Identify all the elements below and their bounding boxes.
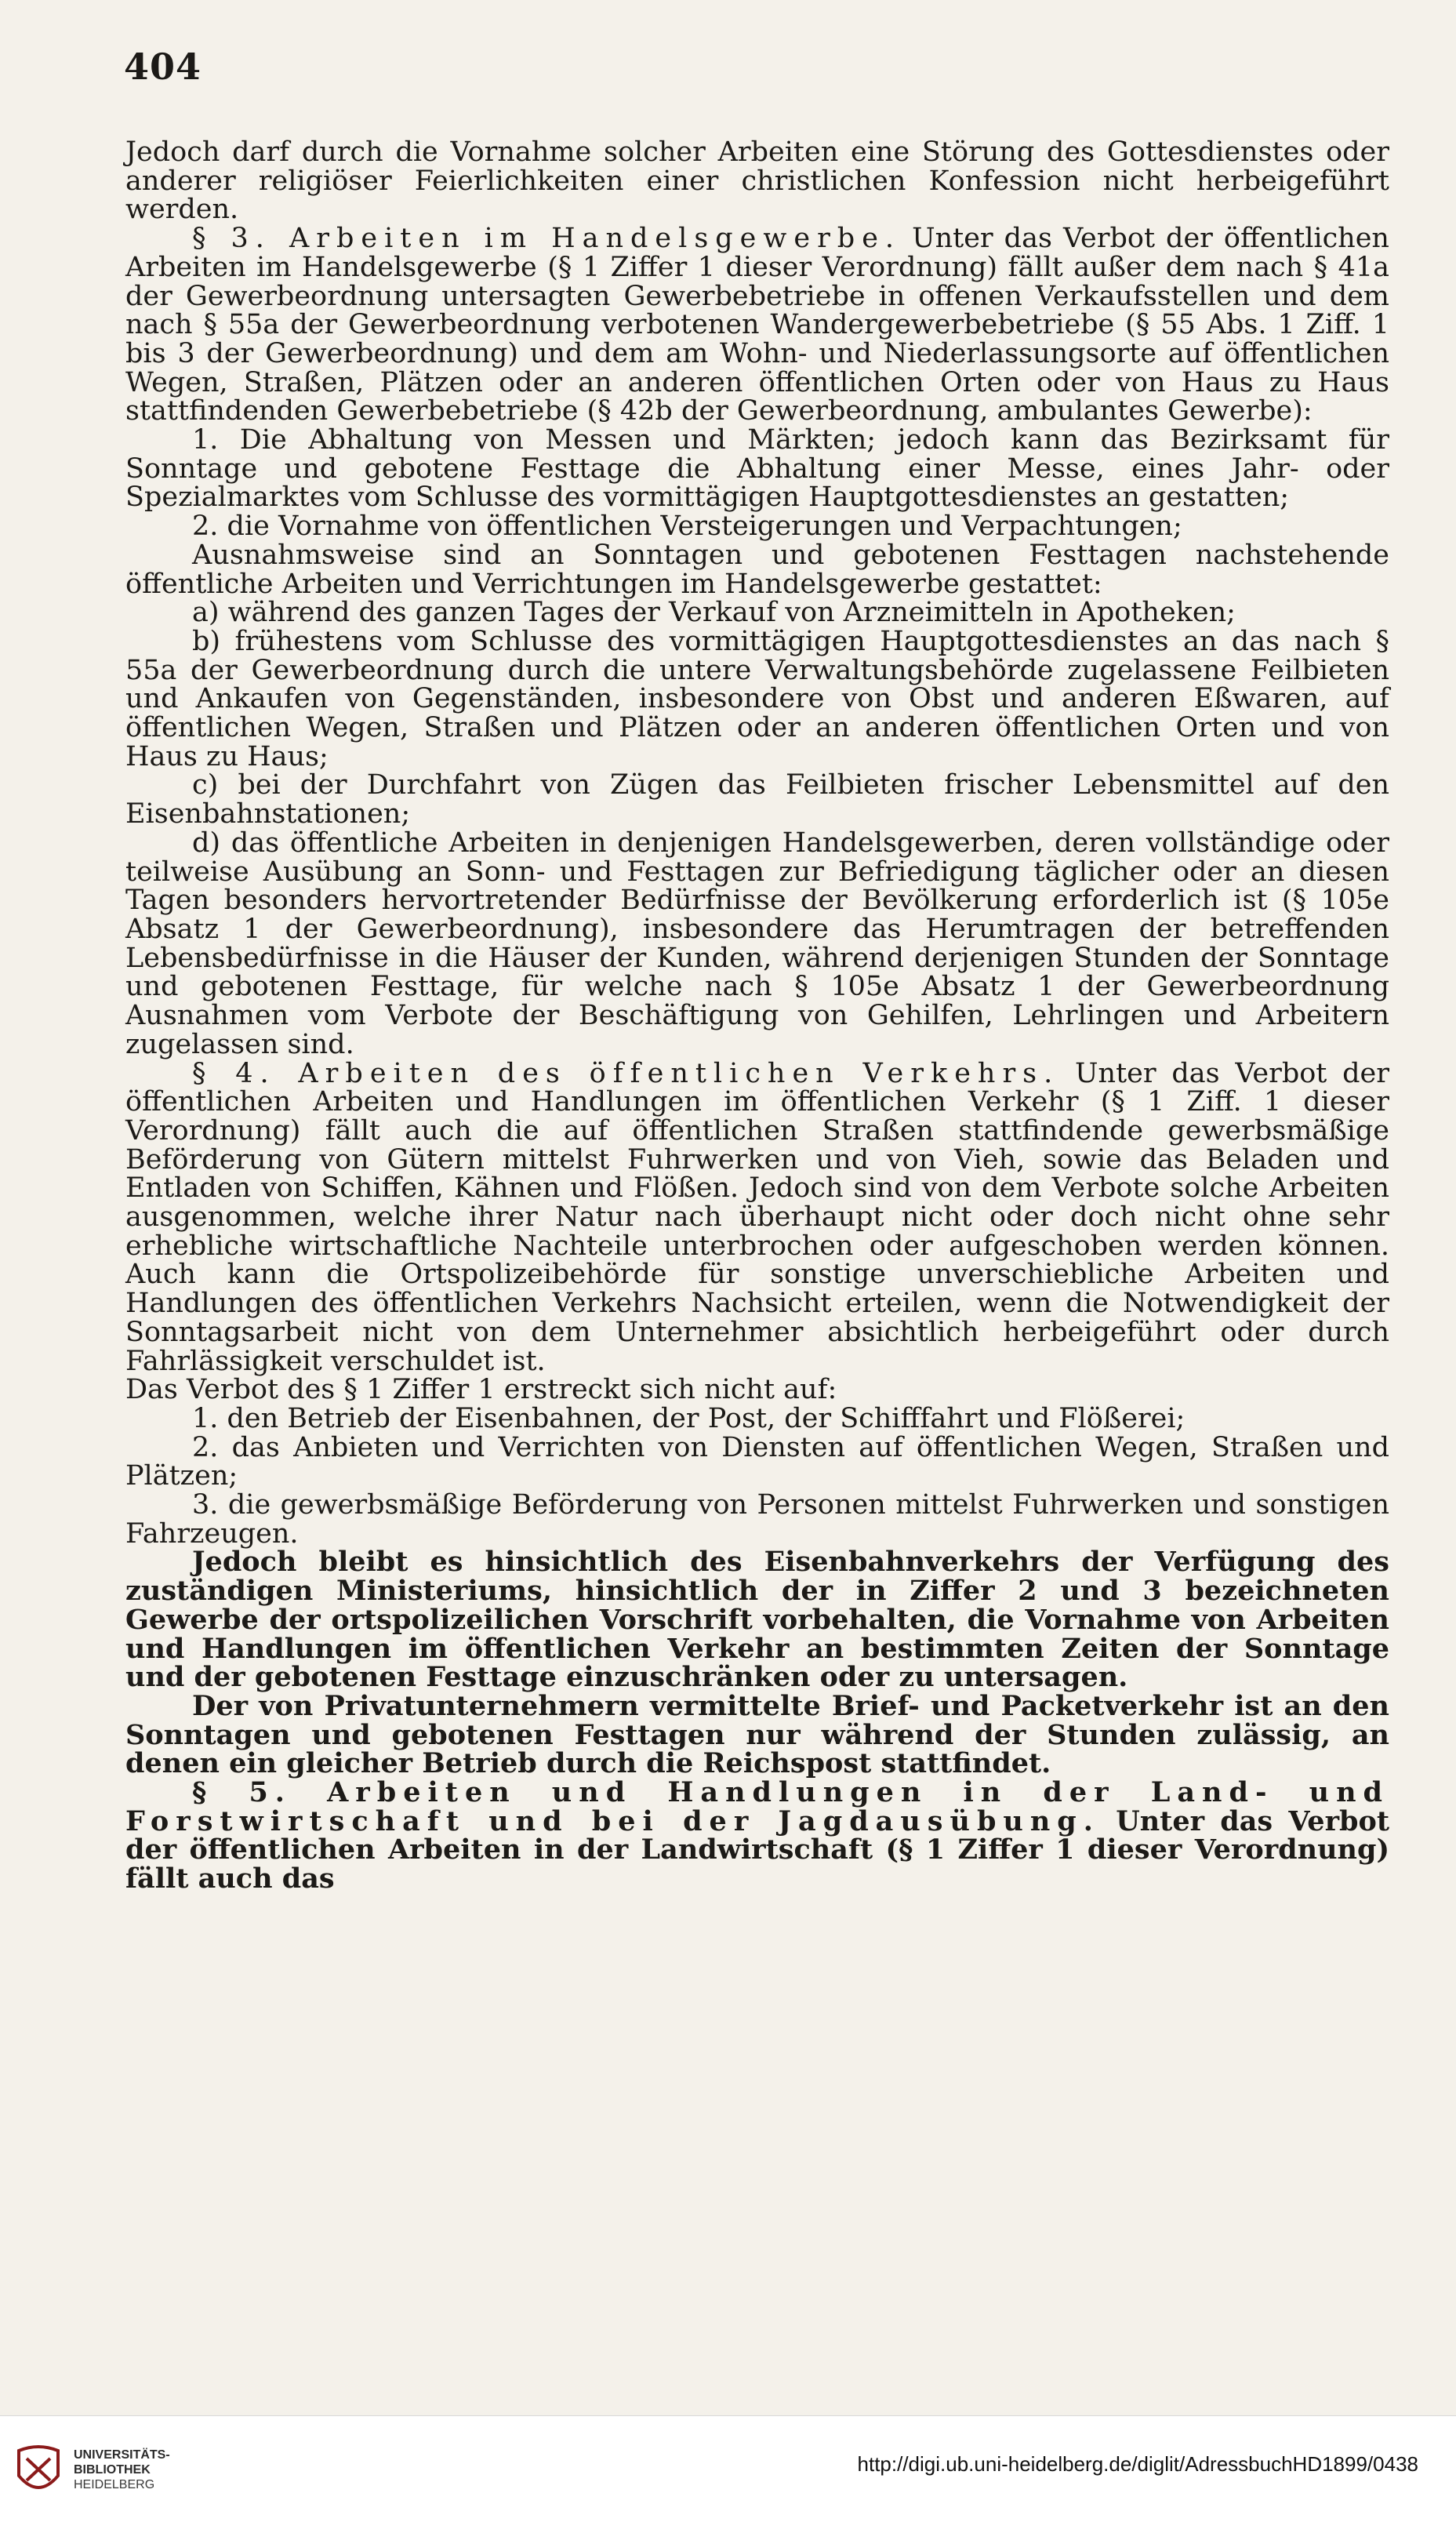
section-heading: § 4. Arbeiten des öffentlichen Verkehrs. [192, 1057, 1060, 1089]
paragraph-text: c) bei der Durchfahrt von Zügen das Feilbieten frischer Lebensmittel auf den Eisenbahnstationen; [125, 769, 1389, 830]
library-line: UNIVERSITÄTS- [74, 2448, 170, 2462]
list-item [125, 426, 1389, 512]
paragraph [125, 1548, 1389, 1692]
paragraph-text: 3. die gewerbsmäßige Beförderung von Personen mittelst Fuhrwerken und sonstigen Fahrzeugen. [125, 1489, 1389, 1550]
library-line: BIBLIOTHEK [74, 2462, 151, 2477]
paragraph-text: 2. die Vornahme von öffentlichen Versteigerungen und Verpachtungen; [192, 511, 1182, 543]
list-item [125, 598, 1389, 627]
paragraph-text: b) frühestens vom Schlusse des vormittägigen Hauptgottesdienstes an das nach § 55a der Gewerbeordnung durch die untere Verwaltungsbehörde zugelassene Feilbieten und Ankaufen von Gegenständen, insbesondere von Obst und anderen Eßwaren, auf öffentlichen Wegen, Straßen und Plätzen oder an anderen öffentlichen Orten und von Haus zu Haus; [125, 625, 1389, 772]
section-paragraph [125, 1059, 1389, 1376]
paragraph-text: 2. das Anbieten und Verrichten von Diensten auf öffentlichen Wegen, Straßen und Plätzen; [125, 1431, 1389, 1492]
paragraph-text: Ausnahmsweise sind an Sonntagen und gebotenen Festtagen nachstehende öffentliche Arbeiten und Verrichtungen im Handelsgewerbe gestattet: [125, 539, 1389, 600]
section-heading: § 3. Arbeiten im Handelsgewerbe. [192, 223, 902, 255]
paragraph-text: 1. Die Abhaltung von Messen und Märkten; jedoch kann das Bezirksamt für Sonntage und gebotene Festtage die Abhaltung einer Messe, eines Jahr- oder Spezialmarktes vom Schlusse des vormittägigen Hauptgottesdienstes an gestatten; [125, 424, 1389, 514]
paragraph-text: Der von Privatunternehmern vermittelte Brief- und Packetverkehr ist an den Sonntagen und gebotenen Festtagen nur während der Stunden zulässig, an denen ein gleicher Betrieb durch die Reichspost stattfindet. [125, 1689, 1389, 1780]
paragraph [125, 138, 1389, 224]
paragraph-text: Jedoch darf durch die Vornahme solcher Arbeiten eine Störung des Gottesdienstes oder anderer religiöser Feierlichkeiten einer christlichen Konfession nicht herbeigeführt werden. [125, 136, 1389, 226]
list-item [125, 1402, 1389, 1434]
paragraph-text: Das Verbot des § 1 Ziffer 1 erstreckt sich nicht auf: [125, 1374, 837, 1406]
library-seal-icon [16, 2444, 61, 2495]
section-paragraph [125, 1776, 1389, 1895]
paragraph [125, 541, 1389, 598]
library-line: HEIDELBERG [74, 2477, 155, 2491]
paragraph [125, 1376, 1389, 1405]
section-paragraph [125, 224, 1389, 426]
source-url-link[interactable]: http://digi.ub.uni-heidelberg.de/diglit/AdressbuchHD1899/0438 [857, 2452, 1418, 2476]
paragraph-text: Unter das Verbot der öffentlichen Arbeiten im Handelsgewerbe (§ 1 Ziffer 1 dieser Verordnung) fällt außer dem nach § 41a der Gewerbeordnung untersagten Gewerbebetriebe in offenen Verkaufsstellen und dem nach § 55a der Gewerbeordnung verbotenen Wandergewerbebetriebe (§ 55 Abs. 1 Ziff. 1 bis 3 der Gewerbeordnung) und dem am Wohn- und Niederlassungsorte auf öffentlichen Wegen, Straßen, Plätzen oder an anderen öffentlichen Orten oder von Haus zu Haus stattfindenden Gewerbebetriebe (§ 42b der Gewerbeordnung, ambulantes Gewerbe): [125, 223, 1389, 427]
paragraph-text: 1. den Betrieb der Eisenbahnen, der Post, der Schifffahrt und Flößerei; [192, 1402, 1185, 1434]
paragraph-text: Unter das Verbot der öffentlichen Arbeiten in der Landwirtschaft (§ 1 Ziffer 1 dieser Verordnung) fällt auch das [125, 1804, 1389, 1895]
paragraph-text: Jedoch bleibt es hinsichtlich des Eisenbahnverkehrs der Verfügung des zuständigen Ministeriums, hinsichtlich der in Ziffer 2 und 3 bezeichneten Gewerbe der ortspolizeilichen Vorschrift vorbehalten, die Vornahme von Arbeiten und Handlungen im öffentlichen Verkehr an bestimmten Zeiten der Sonntage und der gebotenen Festtage einzuschränken oder zu untersagen. [125, 1546, 1389, 1694]
paragraph [125, 1689, 1389, 1780]
library-logo[interactable] [16, 2444, 170, 2495]
list-item [125, 512, 1389, 541]
paragraph-text: d) das öffentliche Arbeiten in denjenigen Handelsgewerben, deren vollständige oder teilweise Ausübung an Sonn- und Festtagen zur Befriedigung täglicher oder an diesen Tagen besonders hervortretender Bedürfnisse der Bevölkerung erforderlich ist (§ 105e Absatz 1 der Gewerbeordnung), insbesondere das Herumtragen der betreffenden Lebensbedürfnisse in die Häuser der Kunden, während derjenigen Stunden der Sonntage und gebotenen Festtage, für welche nach § 105e Absatz 1 der Gewerbeordnung Ausnahmen vom Verbote der Beschäftigung von Gehilfen, Lehrlingen und Arbeitern zugelassen sind. [125, 827, 1389, 1060]
paragraph-text: Unter das Verbot der öffentlichen Arbeiten und Handlungen im öffentlichen Verkehr (§ 1 Ziff. 1 dieser Verordnung) fällt auch die auf öffentlichen Straßen stattfindende gewerbsmäßige Beförderung von Gütern mittelst Fuhrwerken und von Vieh, sowie das Beladen und Entladen von Schiffen, Kähnen und Flößen. Jedoch sind von dem Verbote solche Arbeiten ausgenommen, welche ihrer Natur nach überhaupt nicht oder doch nicht ohne sehr erhebliche wirtschaftliche Nachteile unterbrochen oder aufgeschoben werden können. Auch kann die Ortspolizeibehörde für sonstige unverschiebliche Arbeiten und Handlungen des öffentlichen Verkehrs Nachsicht erteilen, wenn die Notwendigkeit der Sonntagsarbeit nicht von dem Unternehmer absichtlich herbeigeführt oder durch Fahrlässigkeit verschuldet ist. [125, 1057, 1389, 1377]
list-item [125, 627, 1389, 772]
list-item [125, 829, 1389, 1059]
page-number: 404 [124, 45, 202, 88]
list-item [125, 1431, 1389, 1492]
section-heading: § 5. Arbeiten und Handlungen in der Land- und Forstwirtschaft und bei der Jagdausübung. [125, 1776, 1389, 1837]
library-name [74, 2448, 170, 2492]
list-item [125, 771, 1389, 828]
footer-bar [0, 2415, 1456, 2533]
paragraph-text: a) während des ganzen Tages der Verkauf von Arzneimitteln in Apotheken; [192, 597, 1236, 629]
list-item [125, 1491, 1389, 1548]
document-body [125, 138, 1389, 1894]
